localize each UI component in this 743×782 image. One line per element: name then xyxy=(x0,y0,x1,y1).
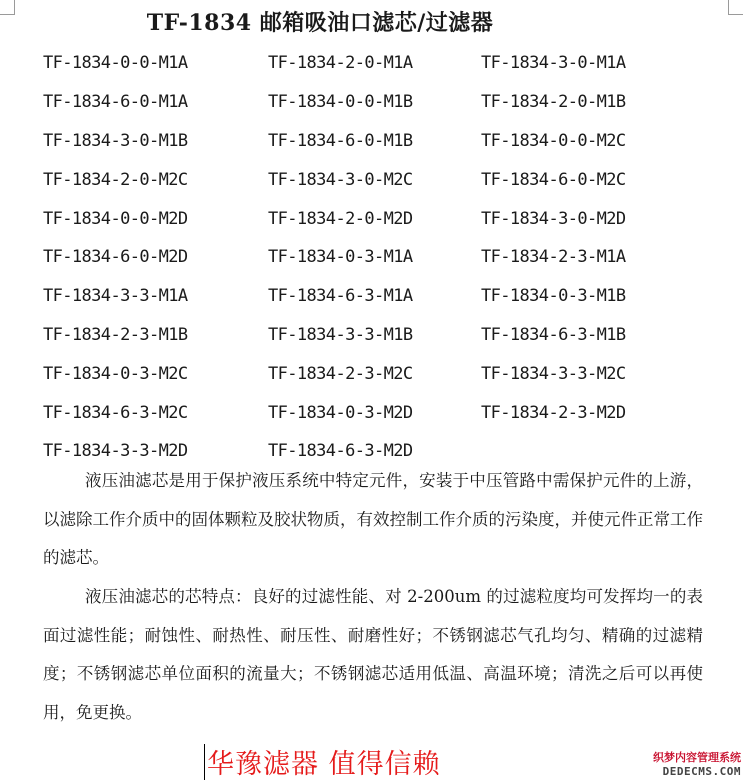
model-row xyxy=(43,316,683,355)
page-corner-top-right xyxy=(728,0,743,15)
model-row xyxy=(43,393,683,432)
model-number: TF-1834-3-0-M2D xyxy=(481,208,626,229)
model-number: TF-1834-3-3-M1B xyxy=(268,324,413,345)
model-number: TF-1834-2-0-M2C xyxy=(43,169,188,190)
model-number: TF-1834-0-3-M1A xyxy=(268,247,413,268)
text-cursor xyxy=(204,744,205,780)
watermark-line-2: DEDECMS.COM xyxy=(662,765,741,778)
model-number: TF-1834-0-0-M1A xyxy=(43,53,188,74)
model-number: TF-1834-6-0-M2C xyxy=(481,169,626,190)
model-number: TF-1834-0-3-M2D xyxy=(268,402,413,423)
model-number: TF-1834-6-3-M1B xyxy=(481,324,626,345)
model-number: TF-1834-6-0-M2D xyxy=(43,247,188,268)
model-row xyxy=(43,160,683,199)
model-number: TF-1834-2-3-M1A xyxy=(481,247,626,268)
model-number: TF-1834-3-3-M2C xyxy=(481,363,626,384)
model-number: TF-1834-6-0-M1A xyxy=(43,92,188,113)
model-number: TF-1834-2-3-M2D xyxy=(481,402,626,423)
model-number: TF-1834-6-3-M1A xyxy=(268,286,413,307)
paragraph-features: 液压油滤芯的芯特点：良好的过滤性能、对 2-200um 的过滤粒度均可发挥均一的表面过滤性能；耐蚀性、耐热性、耐压性、耐磨性好；不锈钢滤芯气孔均匀、精确的过滤精度；不锈钢滤芯单位面积的流量大；不锈钢滤芯适用低温、高温环境；清洗之后可以再使用，免更换。 xyxy=(43,587,703,722)
paragraph-description: 液压油滤芯是用于保护液压系统中特定元件，安装于中压管路中需保护元件的上游，以滤除工作介质中的固体颗粒及胶状物质，有效控制工作介质的污染度，并使元件正常工作的滤芯。 xyxy=(43,471,703,567)
model-number: TF-1834-2-0-M2D xyxy=(268,208,413,229)
model-number: TF-1834-0-0-M2D xyxy=(43,208,188,229)
model-number: TF-1834-2-3-M2C xyxy=(268,363,413,384)
model-number: TF-1834-6-0-M1B xyxy=(268,130,413,151)
model-number: TF-1834-0-3-M1B xyxy=(481,286,626,307)
model-number: TF-1834-2-3-M1B xyxy=(43,324,188,345)
watermark-line-1: 织梦内容管理系统 xyxy=(653,751,741,764)
model-number: TF-1834-2-0-M1A xyxy=(268,53,413,74)
model-number: TF-1834-3-3-M2D xyxy=(43,441,188,462)
model-number: TF-1834-0-3-M2C xyxy=(43,363,188,384)
model-number: TF-1834-0-0-M2C xyxy=(481,130,626,151)
document-title: TF-1834 邮箱吸油口滤芯/过滤器 xyxy=(146,10,494,36)
slogan: 华豫滤器 值得信赖 xyxy=(207,749,441,780)
model-row xyxy=(43,199,683,238)
model-number: TF-1834-6-3-M2C xyxy=(43,402,188,423)
model-number: TF-1834-3-3-M1A xyxy=(43,286,188,307)
model-number: TF-1834-0-0-M1B xyxy=(268,92,413,113)
model-number: TF-1834-3-0-M2C xyxy=(268,169,413,190)
model-number: TF-1834-3-0-M1A xyxy=(481,53,626,74)
model-row xyxy=(43,354,683,393)
model-row xyxy=(43,277,683,316)
model-row xyxy=(43,122,683,161)
model-row xyxy=(43,238,683,277)
model-number: TF-1834-6-3-M2D xyxy=(268,441,413,462)
model-row xyxy=(43,44,683,83)
model-number: TF-1834-3-0-M1B xyxy=(43,130,188,151)
model-number: TF-1834-2-0-M1B xyxy=(481,92,626,113)
watermark-logo xyxy=(653,749,741,778)
model-row xyxy=(43,83,683,122)
model-list xyxy=(43,44,683,471)
